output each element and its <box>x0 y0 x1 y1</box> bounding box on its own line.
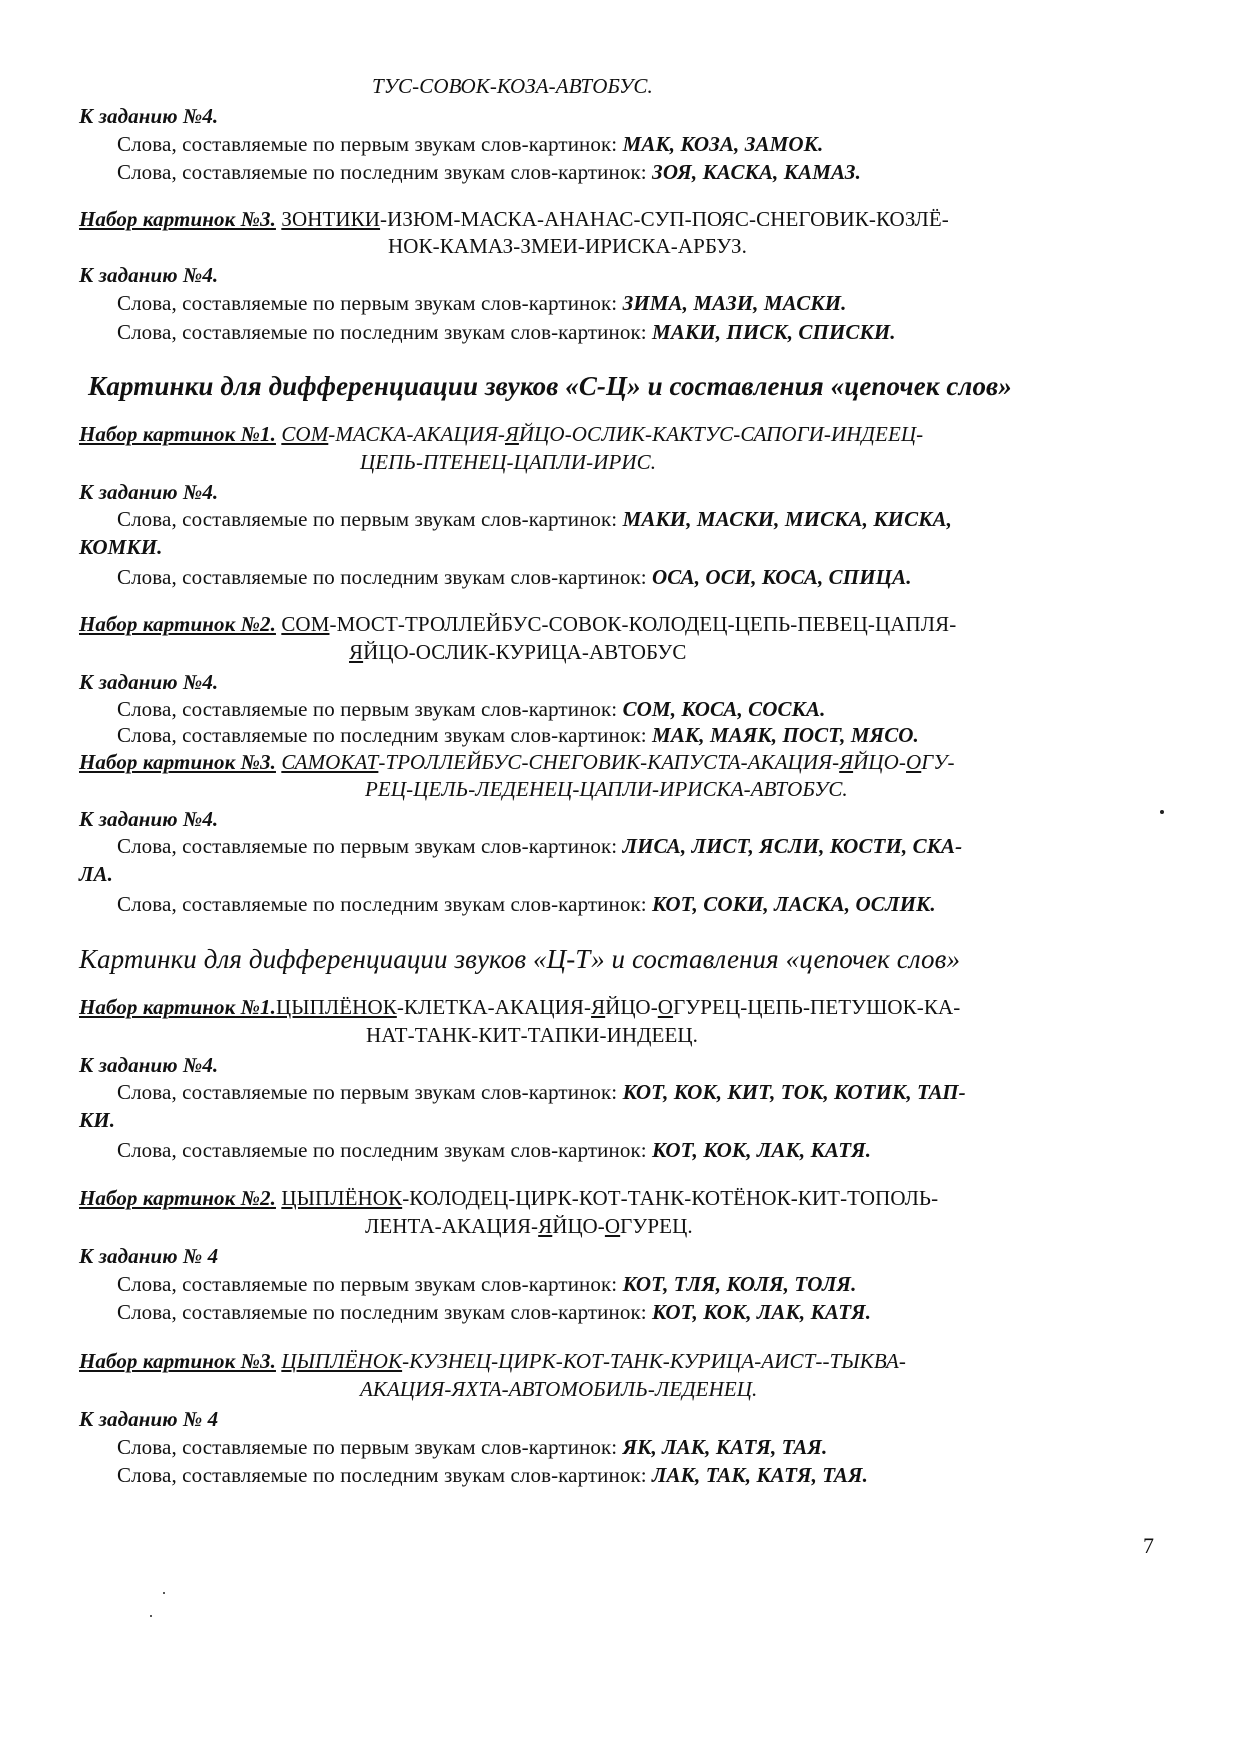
answer-words: ЗОЯ, КАСКА, КАМАЗ. <box>652 160 861 184</box>
sequence-tail: ТУС-СОВОК-КОЗА-АВТОБУС. <box>372 74 653 98</box>
picture-set-label: Набор картинок №3. <box>79 1349 276 1373</box>
scan-speck <box>1160 810 1164 814</box>
picture-set-continuation: ЛЕНТА-АКАЦИЯ-ЯЙЦО-ОГУРЕЦ. <box>365 1214 693 1238</box>
picture-set-line: Набор картинок №2. ЦЫПЛЁНОК-КОЛОДЕЦ-ЦИРК-КОТ-ТАНК-КОТЁНОК-КИТ-ТОПОЛЬ- <box>79 1186 939 1210</box>
answer-words: МАКИ, МАСКИ, МИСКА, КИСКА, <box>622 507 953 531</box>
picture-set-label: Набор картинок №2. <box>79 1186 276 1210</box>
section-heading-s-c: Картинки для дифференциации звуков «С-Ц» и составления «цепочек слов» <box>88 371 1012 401</box>
task-label: К заданию №4. <box>79 104 219 128</box>
answer-words: ЛИСА, ЛИСТ, ЯСЛИ, КОСТИ, СКА- <box>622 834 963 858</box>
scan-speck <box>150 1615 152 1617</box>
task-label: К заданию №4. <box>79 480 219 504</box>
first-sounds-line: Слова, составляемые по первым звукам слов-картинок: СОМ, КОСА, СОСКА. <box>117 697 826 721</box>
section-heading-c-t: Картинки для дифференциации звуков «Ц-Т» и составления «цепочек слов» <box>79 944 961 974</box>
picture-set-continuation: ЯЙЦО-ОСЛИК-КУРИЦА-АВТОБУС <box>349 640 687 664</box>
first-sounds-line: Слова, составляемые по первым звукам слов-картинок: МАК, КОЗА, ЗАМОК. <box>117 132 824 156</box>
last-sounds-line: Слова, составляемые по последним звукам слов-картинок: КОТ, СОКИ, ЛАСКА, ОСЛИК. <box>117 892 936 916</box>
answer-words-continuation: КИ. <box>79 1108 116 1132</box>
answer-words: ЯК, ЛАК, КАТЯ, ТАЯ. <box>622 1435 828 1459</box>
picture-set-line: Набор картинок №3. САМОКАТ-ТРОЛЛЕЙБУС-СНЕГОВИК-КАПУСТА-АКАЦИЯ-ЯЙЦО-ОГУ- <box>79 750 955 774</box>
scan-speck <box>163 1592 165 1594</box>
first-sounds-line: Слова, составляемые по первым звукам слов-картинок: КОТ, ТЛЯ, КОЛЯ, ТОЛЯ. <box>117 1272 857 1296</box>
first-sounds-line: Слова, составляемые по первым звукам слов-картинок: ЛИСА, ЛИСТ, ЯСЛИ, КОСТИ, СКА- <box>117 834 963 858</box>
last-sounds-line: Слова, составляемые по последним звукам слов-картинок: МАКИ, ПИСК, СПИСКИ. <box>117 320 896 344</box>
picture-set-continuation: РЕЦ-ЦЕЛЬ-ЛЕДЕНЕЦ-ЦАПЛИ-ИРИСКА-АВТОБУС. <box>365 777 848 801</box>
picture-set-line: Набор картинок №2. СОМ-МОСТ-ТРОЛЛЕЙБУС-СОВОК-КОЛОДЕЦ-ЦЕПЬ-ПЕВЕЦ-ЦАПЛЯ- <box>79 612 957 636</box>
answer-words: ОСА, ОСИ, КОСА, СПИЦА. <box>652 565 912 589</box>
last-sounds-line: Слова, составляемые по последним звукам слов-картинок: КОТ, КОК, ЛАК, КАТЯ. <box>117 1300 872 1324</box>
answer-words: ЛАК, ТАК, КАТЯ, ТАЯ. <box>652 1463 868 1487</box>
last-sounds-line: Слова, составляемые по последним звукам слов-картинок: МАК, МАЯК, ПОСТ, МЯСО. <box>117 723 919 747</box>
picture-set-continuation: АКАЦИЯ-ЯХТА-АВТОМОБИЛЬ-ЛЕДЕНЕЦ. <box>360 1377 758 1401</box>
last-sounds-line: Слова, составляемые по последним звукам слов-картинок: ЗОЯ, КАСКА, КАМАЗ. <box>117 160 861 184</box>
last-sounds-line: Слова, составляемые по последним звукам слов-картинок: КОТ, КОК, ЛАК, КАТЯ. <box>117 1138 872 1162</box>
answer-words: КОТ, КОК, КИТ, ТОК, КОТИК, ТАП- <box>622 1080 966 1104</box>
task-label: К заданию № 4 <box>79 1244 219 1268</box>
page-number: 7 <box>1143 1533 1154 1558</box>
task-label: К заданию № 4 <box>79 1407 219 1431</box>
answer-words: СОМ, КОСА, СОСКА. <box>622 697 826 721</box>
picture-set-label: Набор картинок №1. <box>79 995 276 1019</box>
task-label: К заданию №4. <box>79 807 219 831</box>
answer-words: КОТ, КОК, ЛАК, КАТЯ. <box>652 1300 872 1324</box>
first-sounds-line: Слова, составляемые по первым звукам слов-картинок: МАКИ, МАСКИ, МИСКА, КИСКА, <box>117 507 953 531</box>
picture-set-label: Набор картинок №3. <box>79 207 276 231</box>
answer-words: КОТ, КОК, ЛАК, КАТЯ. <box>652 1138 872 1162</box>
picture-set-line: Набор картинок №3. ЗОНТИКИ-ИЗЮМ-МАСКА-АНАНАС-СУП-ПОЯС-СНЕГОВИК-КОЗЛЁ- <box>79 207 949 231</box>
picture-set-line: Набор картинок №1.ЦЫПЛЁНОК-КЛЕТКА-АКАЦИЯ-ЯЙЦО-ОГУРЕЦ-ЦЕПЬ-ПЕТУШОК-КА- <box>79 995 961 1019</box>
answer-words: ЗИМА, МАЗИ, МАСКИ. <box>622 291 847 315</box>
picture-set-line: Набор картинок №3. ЦЫПЛЁНОК-КУЗНЕЦ-ЦИРК-КОТ-ТАНК-КУРИЦА-АИСТ--ТЫКВА- <box>79 1349 906 1373</box>
last-sounds-line: Слова, составляемые по последним звукам слов-картинок: ЛАК, ТАК, КАТЯ, ТАЯ. <box>117 1463 868 1487</box>
picture-set-label: Набор картинок №2. <box>79 612 276 636</box>
answer-words: МАК, МАЯК, ПОСТ, МЯСО. <box>652 723 919 747</box>
picture-set-continuation: НОК-КАМАЗ-ЗМЕИ-ИРИСКА-АРБУЗ. <box>388 234 748 258</box>
answer-words-continuation: КОМКИ. <box>79 535 163 559</box>
first-sounds-line: Слова, составляемые по первым звукам слов-картинок: КОТ, КОК, КИТ, ТОК, КОТИК, ТАП- <box>117 1080 966 1104</box>
last-sounds-line: Слова, составляемые по последним звукам слов-картинок: ОСА, ОСИ, КОСА, СПИЦА. <box>117 565 912 589</box>
picture-set-label: Набор картинок №3. <box>79 750 276 774</box>
answer-words: КОТ, ТЛЯ, КОЛЯ, ТОЛЯ. <box>622 1272 857 1296</box>
first-sounds-line: Слова, составляемые по первым звукам слов-картинок: ЗИМА, МАЗИ, МАСКИ. <box>117 291 847 315</box>
picture-set-label: Набор картинок №1. <box>79 422 276 446</box>
answer-words: МАКИ, ПИСК, СПИСКИ. <box>652 320 896 344</box>
task-label: К заданию №4. <box>79 263 219 287</box>
task-label: К заданию №4. <box>79 670 219 694</box>
task-label: К заданию №4. <box>79 1053 219 1077</box>
answer-words: КОТ, СОКИ, ЛАСКА, ОСЛИК. <box>652 892 936 916</box>
first-sounds-line: Слова, составляемые по первым звукам слов-картинок: ЯК, ЛАК, КАТЯ, ТАЯ. <box>117 1435 828 1459</box>
answer-words: МАК, КОЗА, ЗАМОК. <box>622 132 824 156</box>
picture-set-line: Набор картинок №1. СОМ-МАСКА-АКАЦИЯ-ЯЙЦО-ОСЛИК-КАКТУС-САПОГИ-ИНДЕЕЦ- <box>79 422 924 446</box>
picture-set-continuation: ЦЕПЬ-ПТЕНЕЦ-ЦАПЛИ-ИРИС. <box>360 450 657 474</box>
picture-set-continuation: НАТ-ТАНК-КИТ-ТАПКИ-ИНДЕЕЦ. <box>366 1023 699 1047</box>
answer-words-continuation: ЛА. <box>79 862 113 886</box>
